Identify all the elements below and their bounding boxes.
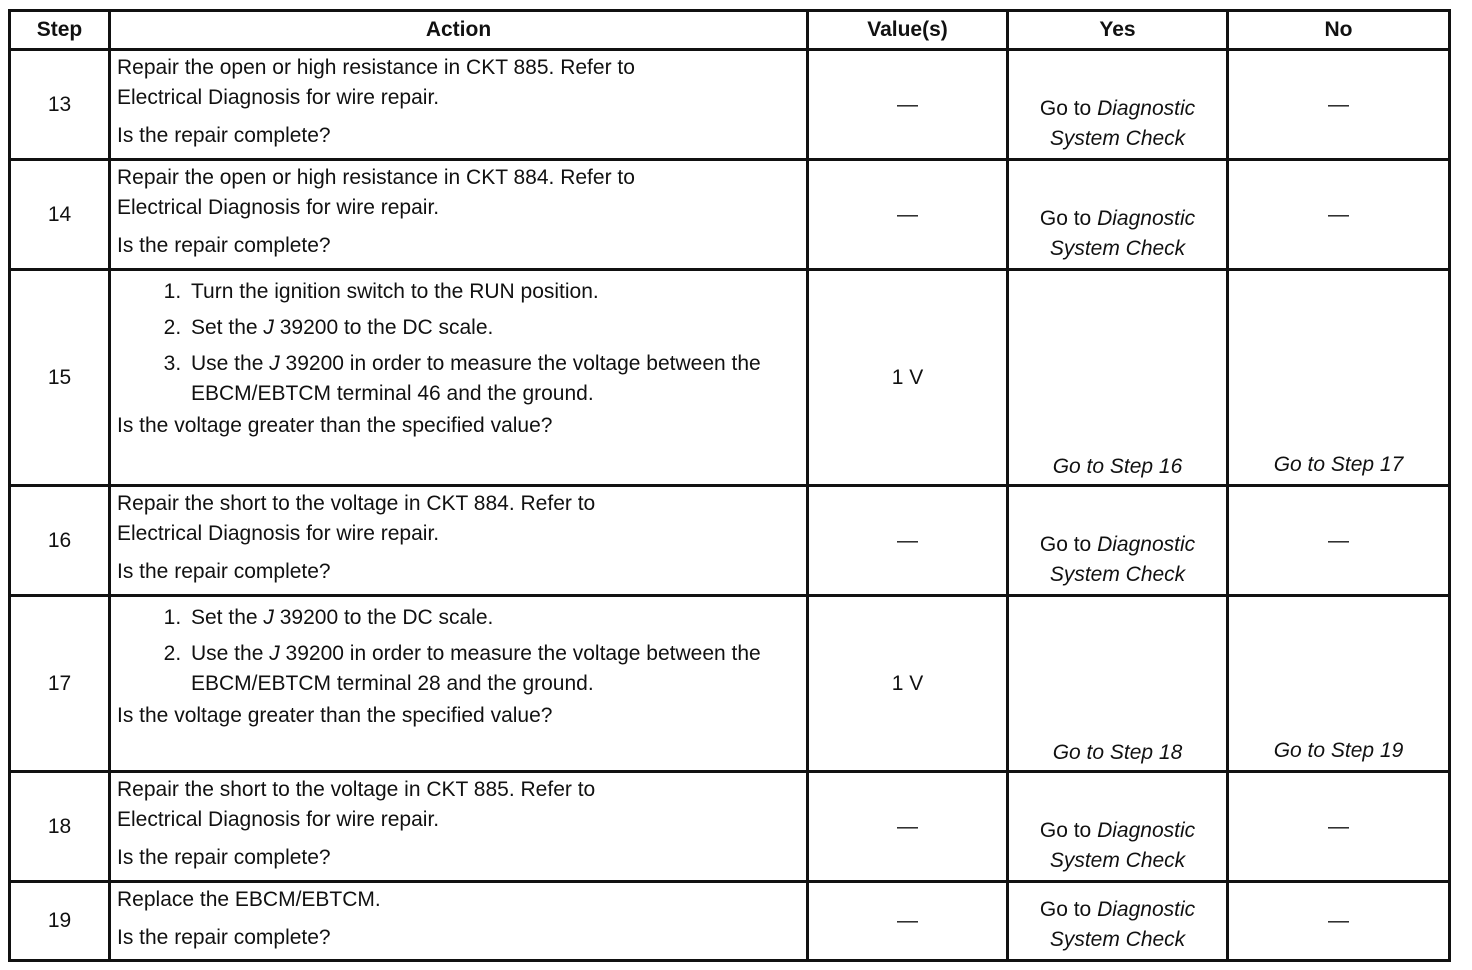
yes-link-target[interactable]: System Check bbox=[1049, 928, 1186, 951]
table-row bbox=[10, 486, 1450, 596]
table-row bbox=[10, 50, 1450, 160]
action-text: Repair the open or high resistance in CKT 884. Refer to bbox=[117, 166, 635, 189]
no-cell bbox=[1228, 596, 1450, 772]
yes-cell bbox=[1008, 50, 1228, 160]
step-number: 16 bbox=[10, 486, 110, 596]
yes-cell bbox=[1008, 882, 1228, 961]
action-cell bbox=[110, 270, 808, 486]
table-row bbox=[10, 882, 1450, 961]
list-item: 3. Use the J 39200 in order to measure the voltage between the EBCM/EBTCM terminal 46 and the ground. bbox=[187, 349, 771, 409]
yes-link-target[interactable]: System Check bbox=[1049, 127, 1186, 150]
list-item: 2. Use the J 39200 in order to measure the voltage between the EBCM/EBTCM terminal 28 and the ground. bbox=[187, 639, 771, 699]
yes-cell bbox=[1008, 772, 1228, 882]
no-cell: — bbox=[1228, 50, 1450, 160]
action-question: Is the repair complete? bbox=[117, 846, 331, 869]
action-list bbox=[117, 603, 800, 699]
no-link-target[interactable]: Go to Step 17 bbox=[1273, 453, 1404, 476]
yes-link-prefix: Go to bbox=[1039, 898, 1092, 921]
action-question: Is the repair complete? bbox=[117, 234, 331, 257]
yes-cell bbox=[1008, 596, 1228, 772]
diagnostic-table bbox=[8, 9, 1451, 962]
value-cell: 1 V bbox=[808, 270, 1008, 486]
action-text: Electrical Diagnosis for wire repair. bbox=[117, 522, 440, 545]
value-cell: — bbox=[808, 882, 1008, 961]
yes-link-prefix: Go to bbox=[1039, 97, 1092, 120]
step-number: 17 bbox=[10, 596, 110, 772]
step-number: 19 bbox=[10, 882, 110, 961]
header-action: Action bbox=[110, 11, 808, 50]
yes-link-target[interactable]: Go to Step 16 bbox=[1052, 455, 1183, 478]
yes-cell bbox=[1008, 160, 1228, 270]
action-question: Is the voltage greater than the specified value? bbox=[117, 414, 553, 437]
no-cell: — bbox=[1228, 882, 1450, 961]
header-step: Step bbox=[10, 11, 110, 50]
step-number: 14 bbox=[10, 160, 110, 270]
no-cell bbox=[1228, 270, 1450, 486]
action-text: Repair the open or high resistance in CKT 885. Refer to bbox=[117, 56, 635, 79]
no-link-target[interactable]: Go to Step 19 bbox=[1273, 739, 1404, 762]
step-number: 15 bbox=[10, 270, 110, 486]
action-cell bbox=[110, 596, 808, 772]
action-text: Repair the short to the voltage in CKT 884. Refer to bbox=[117, 492, 596, 515]
yes-link-target[interactable]: Diagnostic bbox=[1097, 97, 1196, 120]
action-text: Electrical Diagnosis for wire repair. bbox=[117, 196, 440, 219]
table-row bbox=[10, 772, 1450, 882]
yes-link-target[interactable]: Diagnostic bbox=[1097, 533, 1196, 556]
header-yes: Yes bbox=[1008, 11, 1228, 50]
table-row bbox=[10, 160, 1450, 270]
header-no: No bbox=[1228, 11, 1450, 50]
action-question: Is the repair complete? bbox=[117, 560, 331, 583]
action-text: Electrical Diagnosis for wire repair. bbox=[117, 808, 440, 831]
yes-link-target[interactable]: System Check bbox=[1049, 563, 1186, 586]
action-question: Is the repair complete? bbox=[117, 124, 331, 147]
yes-link-target[interactable]: Go to Step 18 bbox=[1052, 741, 1183, 764]
step-number: 18 bbox=[10, 772, 110, 882]
table-row bbox=[10, 596, 1450, 772]
value-cell: — bbox=[808, 50, 1008, 160]
action-cell bbox=[110, 772, 808, 882]
header-values: Value(s) bbox=[808, 11, 1008, 50]
action-cell bbox=[110, 50, 808, 160]
yes-link-target[interactable]: System Check bbox=[1049, 849, 1186, 872]
step-number: 13 bbox=[10, 50, 110, 160]
no-cell: — bbox=[1228, 772, 1450, 882]
no-cell: — bbox=[1228, 486, 1450, 596]
yes-link-prefix: Go to bbox=[1039, 819, 1092, 842]
action-cell bbox=[110, 160, 808, 270]
yes-link-target[interactable]: Diagnostic bbox=[1097, 819, 1196, 842]
action-question: Is the voltage greater than the specified value? bbox=[117, 704, 553, 727]
yes-cell bbox=[1008, 270, 1228, 486]
value-cell: — bbox=[808, 486, 1008, 596]
yes-link-target[interactable]: System Check bbox=[1049, 237, 1186, 260]
table-row bbox=[10, 270, 1450, 486]
action-text: Repair the short to the voltage in CKT 885. Refer to bbox=[117, 778, 596, 801]
header-row bbox=[10, 11, 1450, 50]
list-item: 1. Turn the ignition switch to the RUN position. bbox=[187, 277, 800, 307]
value-cell: — bbox=[808, 772, 1008, 882]
yes-link-target[interactable]: Diagnostic bbox=[1097, 207, 1196, 230]
action-cell bbox=[110, 486, 808, 596]
action-question: Is the repair complete? bbox=[117, 926, 331, 949]
list-item: 2. Set the J 39200 to the DC scale. bbox=[187, 313, 800, 343]
no-cell: — bbox=[1228, 160, 1450, 270]
value-cell: 1 V bbox=[808, 596, 1008, 772]
action-text: Replace the EBCM/EBTCM. bbox=[117, 888, 381, 911]
action-cell bbox=[110, 882, 808, 961]
yes-link-prefix: Go to bbox=[1039, 207, 1092, 230]
action-text: Electrical Diagnosis for wire repair. bbox=[117, 86, 440, 109]
action-list bbox=[117, 277, 800, 409]
value-cell: — bbox=[808, 160, 1008, 270]
list-item: 1. Set the J 39200 to the DC scale. bbox=[187, 603, 800, 633]
yes-link-prefix: Go to bbox=[1039, 533, 1092, 556]
yes-cell bbox=[1008, 486, 1228, 596]
yes-link-target[interactable]: Diagnostic bbox=[1097, 898, 1196, 921]
